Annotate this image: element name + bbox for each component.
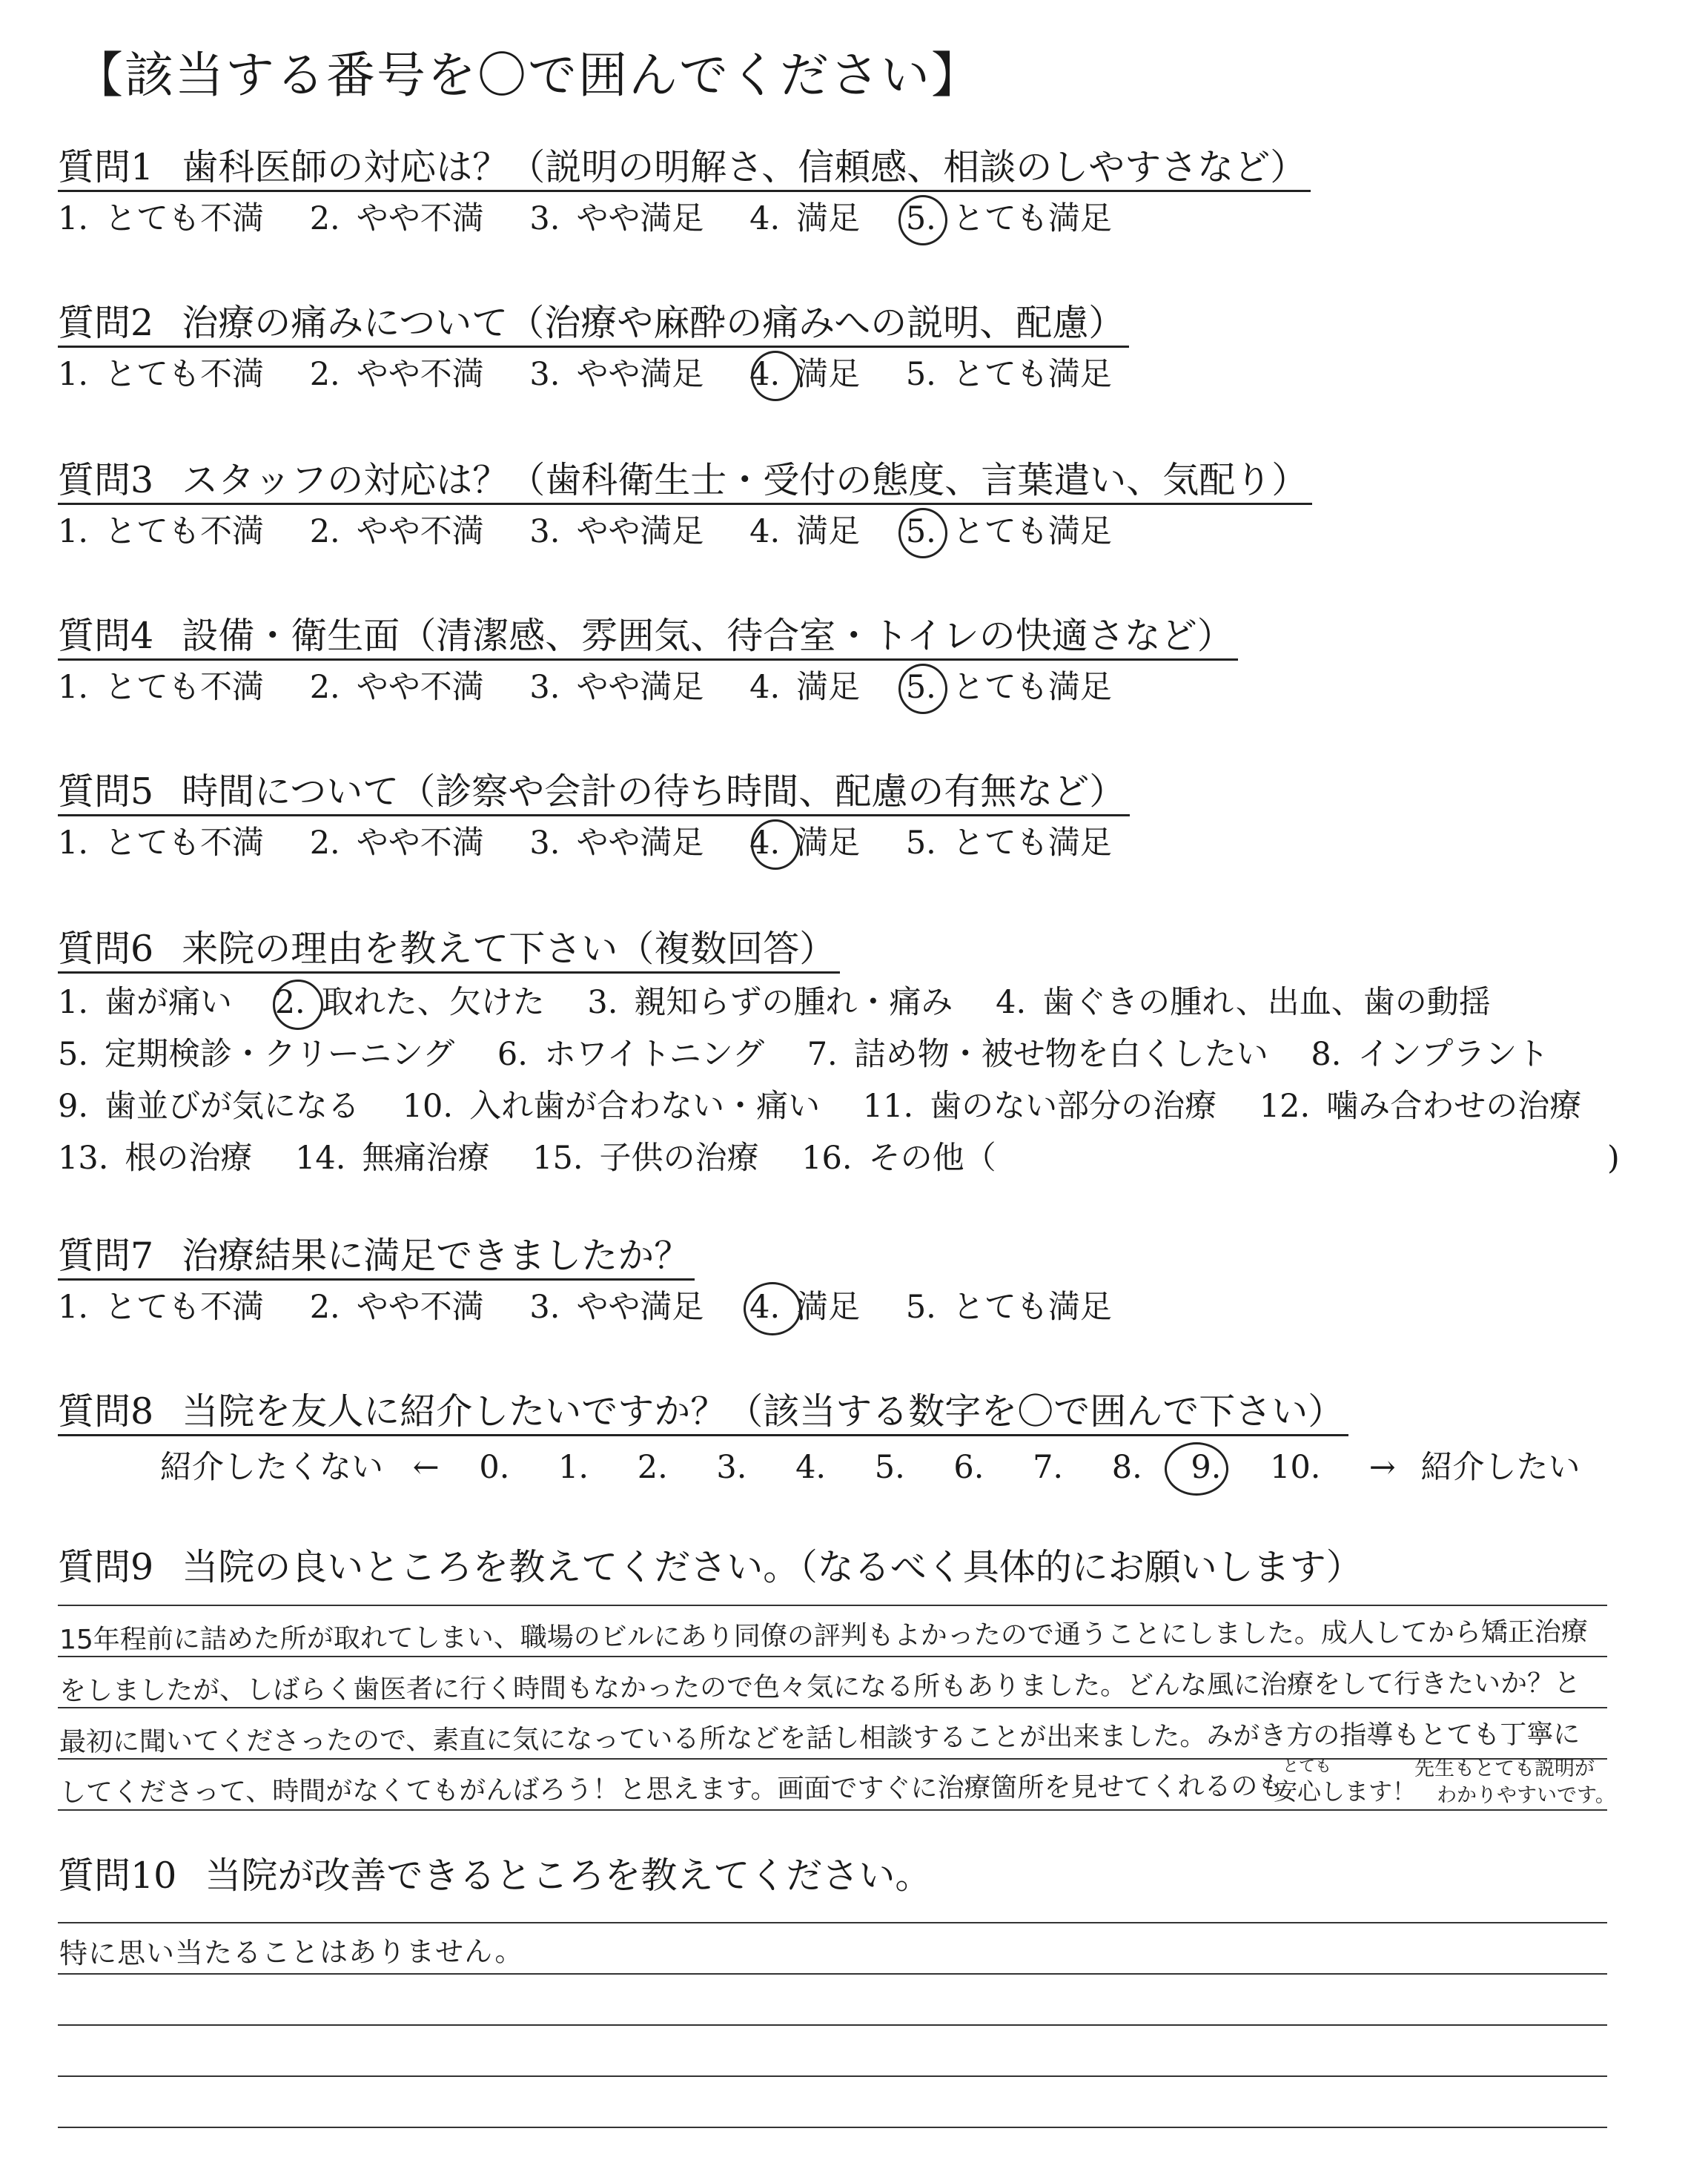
- option-label: とても不満: [105, 825, 265, 862]
- rating-option-4[interactable]: [749, 509, 860, 554]
- scale-point-7[interactable]: 7.: [1033, 1449, 1064, 1486]
- option-label: 満足: [796, 200, 861, 237]
- question-5: [58, 770, 1644, 865]
- answer-line: [58, 2026, 1607, 2077]
- option-number: 2.: [309, 669, 340, 706]
- scale-point-6[interactable]: 6.: [953, 1449, 984, 1486]
- question-heading: [58, 927, 840, 974]
- option-number: 6.: [497, 1036, 528, 1073]
- option-number: 1.: [58, 984, 89, 1021]
- rating-options: [58, 665, 1644, 710]
- option-number: 9.: [58, 1088, 89, 1125]
- option-number: 12.: [1259, 1088, 1311, 1125]
- answer-line: [58, 1708, 1607, 1760]
- handwritten-answer: 特に思い当たることはありません。: [59, 1935, 524, 1970]
- rating-options: [58, 509, 1644, 554]
- question-text: 設備・衛生面（清潔感、雰囲気、待合室・トイレの快適さなど）: [182, 615, 1234, 657]
- scale-point-10[interactable]: 10.: [1270, 1449, 1321, 1486]
- rating-option-1[interactable]: [58, 821, 264, 865]
- option-label: とても不満: [105, 669, 265, 706]
- left-arrow: ←: [412, 1449, 440, 1486]
- option-label: やや不満: [356, 1289, 484, 1326]
- option-label: やや不満: [356, 356, 484, 393]
- rating-option-3[interactable]: [529, 821, 704, 865]
- option-number: 4.: [749, 513, 781, 550]
- handwritten-answer: をしましたが、しばらく歯医者に行く時間もなかったので色々気になる所もありました。どんな風に治療をして行きたいか？と: [59, 1668, 1581, 1707]
- handwritten-answer: してくださって、時間がなくてもがんばろう！と思えます。画面ですぐに治療箇所を見せてくれるのも: [59, 1771, 1285, 1809]
- option-label: やや不満: [356, 669, 484, 706]
- rating-option-4[interactable]: [749, 665, 860, 710]
- option-label: とても満足: [952, 513, 1112, 550]
- option-number: 3.: [529, 356, 560, 393]
- question-text: スタッフの対応は？（歯科衛生士・受付の態度、言葉遣い、気配り）: [182, 459, 1308, 501]
- question-8: [58, 1390, 1644, 1490]
- question-number: 質問9: [58, 1546, 154, 1588]
- reason-option-14[interactable]: [295, 1132, 489, 1184]
- page-title: 【該当する番号を〇で囲んでください】: [74, 47, 982, 104]
- question-text: 当院の良いところを教えてください。（なるべく具体的にお願いします）: [182, 1546, 1363, 1588]
- option-number: 3.: [587, 984, 618, 1021]
- reason-option-7[interactable]: [807, 1028, 1268, 1080]
- option-number: 1.: [58, 669, 89, 706]
- option-label: 定期検診・クリーニング: [105, 1036, 455, 1073]
- rating-option-4[interactable]: [749, 196, 860, 241]
- question-heading: [58, 770, 1130, 816]
- option-label: 入れ歯が合わない・痛い: [469, 1088, 821, 1125]
- question-heading: [58, 1390, 1348, 1436]
- option-number: 14.: [295, 1140, 346, 1177]
- option-label: とても満足: [952, 356, 1112, 393]
- scale-point-9[interactable]: 9.: [1191, 1449, 1222, 1486]
- answer-line: [58, 2077, 1607, 2128]
- option-number: 16.: [801, 1140, 853, 1177]
- answer-line: [58, 1606, 1607, 1657]
- question-6: [58, 927, 1644, 1184]
- option-number: 1.: [58, 356, 89, 393]
- reason-option-6[interactable]: [497, 1028, 764, 1080]
- option-number: 2.: [309, 825, 340, 862]
- scale-point-0[interactable]: 0.: [479, 1449, 510, 1486]
- other-close-paren: ): [1607, 1140, 1620, 1177]
- option-number: 2.: [309, 200, 340, 237]
- option-number: 3.: [529, 200, 560, 237]
- recommend-scale: [58, 1445, 1644, 1490]
- question-2: [58, 301, 1644, 397]
- option-number: 5.: [905, 513, 936, 550]
- handwritten-answer: 15年程前に詰めた所が取れてしまい、職場のビルにあり同僚の評判もよかったので通うことにしました。成人してから矯正治療: [59, 1616, 1588, 1656]
- reason-option-11[interactable]: [863, 1080, 1217, 1132]
- question-heading: [58, 145, 1311, 192]
- rating-option-5[interactable]: [906, 1285, 1112, 1330]
- option-number: 5.: [58, 1036, 89, 1073]
- scale-point-8[interactable]: 8.: [1111, 1449, 1142, 1486]
- option-label: やや不満: [356, 200, 484, 237]
- answer-line: [58, 1883, 1607, 1923]
- question-number: 質問2: [58, 302, 154, 344]
- reason-option-8[interactable]: [1311, 1028, 1549, 1080]
- option-label: 満足: [796, 825, 861, 862]
- option-number: 2.: [309, 1289, 340, 1326]
- rating-option-1[interactable]: [58, 352, 264, 397]
- rating-option-1[interactable]: [58, 509, 264, 554]
- option-number: 1.: [58, 825, 89, 862]
- option-label: とても満足: [952, 1289, 1112, 1326]
- question-heading: [58, 1234, 695, 1281]
- option-number: 10.: [402, 1088, 454, 1125]
- option-label: インプラント: [1357, 1036, 1549, 1073]
- question-text: 治療の痛みについて（治療や麻酔の痛みへの説明、配慮）: [182, 302, 1125, 344]
- question-text: 時間について（診察や会計の待ち時間、配慮の有無など）: [182, 770, 1126, 813]
- option-number: 3.: [529, 825, 560, 862]
- option-label: ホワイトニング: [543, 1036, 765, 1073]
- rating-option-5[interactable]: [906, 821, 1112, 865]
- rating-option-2[interactable]: [310, 196, 484, 241]
- rating-option-2[interactable]: [310, 1285, 484, 1330]
- reason-row: [58, 1028, 1644, 1080]
- answer-line: [58, 1578, 1607, 1606]
- reason-option-16[interactable]: [801, 1132, 996, 1184]
- option-number: 2.: [274, 984, 305, 1021]
- handwritten-note: とても: [1282, 1757, 1332, 1776]
- option-label: 歯並びが気になる: [105, 1088, 360, 1125]
- option-number: 15.: [532, 1140, 583, 1177]
- option-label: 詰め物・被せ物を白くしたい: [853, 1036, 1268, 1073]
- option-label: やや満足: [576, 825, 704, 862]
- rating-option-3[interactable]: [529, 509, 704, 554]
- reason-option-5[interactable]: [58, 1028, 454, 1080]
- rating-option-3[interactable]: [529, 665, 704, 710]
- handwritten-answer: 最初に聞いてくださったので、素直に気になっている所などを話し相談することが出来ました。みがき方の指導もとても丁寧に: [59, 1719, 1580, 1758]
- reason-option-15[interactable]: [532, 1132, 758, 1184]
- option-label: やや不満: [356, 825, 484, 862]
- rating-option-2[interactable]: [310, 352, 484, 397]
- option-label: やや満足: [576, 513, 704, 550]
- handwritten-note: 先生もとても説明が: [1414, 1757, 1595, 1780]
- reason-row: [58, 1132, 1644, 1184]
- option-label: とても満足: [952, 200, 1112, 237]
- reason-option-9[interactable]: [58, 1080, 360, 1132]
- answer-line: [58, 1757, 1615, 1811]
- option-label: とても不満: [105, 513, 265, 550]
- scale-right-label: 紹介したい: [1420, 1449, 1580, 1486]
- option-number: 4.: [749, 825, 781, 862]
- option-number: 2.: [309, 356, 340, 393]
- selection-circle: [1165, 1442, 1228, 1496]
- question-text: 治療結果に満足できましたか？: [182, 1235, 691, 1277]
- question-text: 歯科医師の対応は？（説明の明解さ、信頼感、相談のしやすさなど）: [182, 146, 1307, 188]
- option-number: 13.: [58, 1140, 109, 1177]
- option-number: 3.: [529, 669, 560, 706]
- reason-option-3[interactable]: [587, 977, 953, 1028]
- option-label: 子供の治療: [599, 1140, 759, 1177]
- option-number: 2.: [309, 513, 340, 550]
- reason-option-4[interactable]: [996, 977, 1491, 1028]
- question-heading: [58, 614, 1238, 661]
- question-4: [58, 614, 1644, 710]
- rating-option-2[interactable]: [310, 665, 484, 710]
- rating-options: [58, 821, 1644, 865]
- question-number: 質問1: [58, 146, 154, 188]
- scale-left-label: 紹介したくない: [160, 1449, 383, 1486]
- reason-option-13[interactable]: [58, 1132, 252, 1184]
- selection-circle: [751, 351, 800, 401]
- question-text: 来院の理由を教えて下さい（複数回答）: [182, 928, 836, 970]
- option-label: やや満足: [576, 200, 704, 237]
- option-number: 1.: [58, 1289, 89, 1326]
- option-label: 噛み合わせの治療: [1326, 1088, 1582, 1125]
- option-label: 取れた、欠けた: [321, 984, 545, 1021]
- option-number: 7.: [807, 1036, 838, 1073]
- option-label: その他（: [868, 1140, 996, 1177]
- scale-point-1[interactable]: 1.: [558, 1449, 589, 1486]
- option-number: 5.: [905, 356, 936, 393]
- option-number: 4.: [996, 984, 1027, 1021]
- scale-point-3[interactable]: 3.: [716, 1449, 747, 1486]
- selection-circle: [898, 195, 947, 245]
- option-number: 5.: [905, 669, 936, 706]
- rating-option-2[interactable]: [310, 821, 484, 865]
- question-number: 質問7: [58, 1235, 154, 1277]
- option-label: とても不満: [105, 356, 265, 393]
- rating-option-3[interactable]: [529, 196, 704, 241]
- rating-option-1[interactable]: [58, 665, 264, 710]
- selection-circle: [751, 819, 800, 870]
- option-label: 根の治療: [125, 1140, 253, 1177]
- option-number: 1.: [58, 513, 89, 550]
- option-label: 満足: [796, 669, 861, 706]
- option-label: 親知らずの腫れ・痛み: [634, 984, 953, 1021]
- option-label: 歯が痛い: [105, 984, 233, 1021]
- handwritten-note: 安心します！: [1274, 1777, 1417, 1806]
- rating-option-1[interactable]: [58, 196, 264, 241]
- question-number: 質問10: [58, 1855, 177, 1897]
- reason-row: [58, 1080, 1644, 1132]
- question-number: 質問8: [58, 1390, 154, 1433]
- answer-area-q9[interactable]: [58, 1578, 1615, 1811]
- rating-option-1[interactable]: [58, 1285, 264, 1330]
- question-1: [58, 145, 1644, 241]
- answer-line: [58, 1657, 1607, 1708]
- reason-options: [58, 977, 1644, 1184]
- option-number: 4.: [749, 1289, 781, 1326]
- option-label: 満足: [796, 356, 861, 393]
- option-label: とても満足: [952, 669, 1112, 706]
- question-number: 質問5: [58, 770, 154, 813]
- option-number: 4.: [749, 669, 781, 706]
- question-heading: [58, 458, 1312, 505]
- answer-area-q10[interactable]: [58, 1883, 1607, 2128]
- option-label: やや満足: [576, 356, 704, 393]
- option-label: とても不満: [105, 200, 265, 237]
- question-number: 質問4: [58, 615, 154, 657]
- selection-circle: [898, 508, 947, 558]
- option-number: 8.: [1311, 1036, 1342, 1073]
- option-label: 歯のない部分の治療: [930, 1088, 1217, 1125]
- rating-options: [58, 196, 1644, 241]
- rating-option-2[interactable]: [310, 509, 484, 554]
- rating-option-3[interactable]: [529, 352, 704, 397]
- option-number: 3.: [529, 1289, 560, 1326]
- option-number: 1.: [58, 200, 89, 237]
- reason-option-10[interactable]: [403, 1080, 820, 1132]
- rating-options: [58, 352, 1644, 397]
- option-label: 満足: [796, 1289, 861, 1326]
- scale-point-4[interactable]: 4.: [795, 1449, 827, 1486]
- reason-option-1[interactable]: [58, 977, 232, 1028]
- option-number: 3.: [529, 513, 560, 550]
- question-text: 当院を友人に紹介したいですか？（該当する数字を〇で囲んで下さい）: [182, 1390, 1345, 1433]
- option-number: 11.: [862, 1088, 914, 1125]
- question-text: 当院が改善できるところを教えてください。: [205, 1855, 932, 1897]
- answer-line: [58, 1923, 1607, 1975]
- rating-option-3[interactable]: [529, 1285, 704, 1330]
- option-number: 4.: [749, 200, 781, 237]
- selection-circle: [744, 1282, 801, 1335]
- question-number: 質問3: [58, 459, 154, 501]
- question-heading: [58, 301, 1129, 348]
- option-label: やや不満: [356, 513, 484, 550]
- option-number: 5.: [905, 200, 936, 237]
- selection-circle: [273, 980, 323, 1030]
- option-number: 4.: [749, 356, 781, 393]
- question-number: 質問6: [58, 928, 154, 970]
- question-7: [58, 1234, 1644, 1330]
- option-label: やや満足: [576, 1289, 704, 1326]
- scale-point-2[interactable]: 2.: [637, 1449, 668, 1486]
- option-label: やや満足: [576, 669, 704, 706]
- question-3: [58, 458, 1644, 554]
- reason-option-12[interactable]: [1260, 1080, 1581, 1132]
- option-label: とても不満: [105, 1289, 265, 1326]
- option-label: 無痛治療: [362, 1140, 490, 1177]
- option-number: 5.: [905, 1289, 936, 1326]
- rating-options: [58, 1285, 1644, 1330]
- option-label: 歯ぐきの腫れ、出血、歯の動揺: [1042, 984, 1491, 1021]
- option-label: とても満足: [952, 825, 1112, 862]
- answer-line: [58, 1975, 1607, 2026]
- right-arrow: →: [1368, 1449, 1396, 1486]
- rating-option-5[interactable]: [906, 352, 1112, 397]
- handwritten-note: わかりやすいです。: [1437, 1784, 1615, 1807]
- option-label: 満足: [796, 513, 861, 550]
- scale-point-5[interactable]: 5.: [874, 1449, 905, 1486]
- selection-circle: [898, 664, 947, 714]
- option-number: 5.: [905, 825, 936, 862]
